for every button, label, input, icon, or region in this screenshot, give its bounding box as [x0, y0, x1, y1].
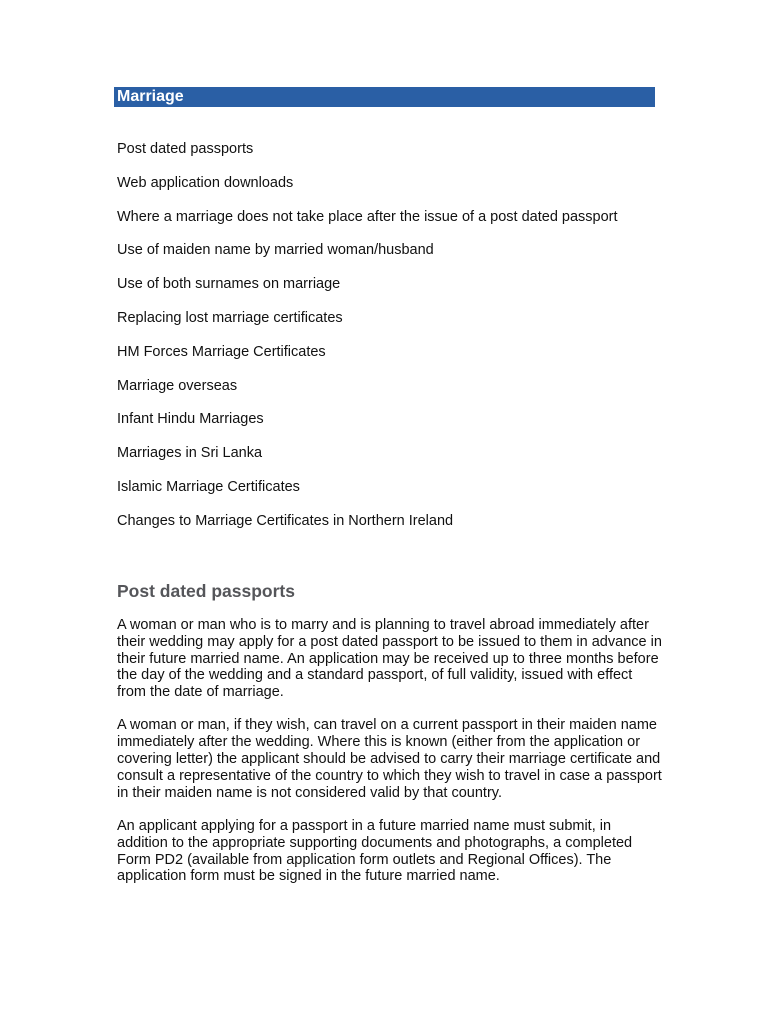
toc-item-marriage-not-taking-place[interactable]: Where a marriage does not take place after the issue of a post dated passport [117, 208, 618, 225]
article-body [117, 617, 662, 902]
toc-item-maiden-name[interactable]: Use of maiden name by married woman/husband [117, 242, 434, 259]
toc-item-lost-certificates[interactable]: Replacing lost marriage certificates [117, 309, 343, 326]
article-paragraph: A woman or man who is to marry and is planning to travel abroad immediately after their wedding may apply for a post dated passport to be issued to them in advance in their future married name. An application may be received up to three months before the day of the wedding and a standard passport, of full validity, issued with effect from the date of marriage. [117, 617, 662, 701]
toc-item-infant-hindu[interactable]: Infant Hindu Marriages [117, 411, 264, 428]
toc-item-both-surnames[interactable]: Use of both surnames on marriage [117, 276, 341, 293]
toc-item-islamic-certificates[interactable]: Islamic Marriage Certificates [117, 478, 300, 495]
table-of-contents [117, 140, 618, 546]
toc-item-post-dated-passports[interactable]: Post dated passports [117, 141, 254, 157]
article-paragraph: A woman or man, if they wish, can travel on a current passport in their maiden name immediately after the wedding. Where this is known (either from the application or covering letter) the applicant should be advised to carry their marriage certificate and consult a representative of the country to which they wish to travel in case a passport in their maiden name is not considered valid by that country. [117, 717, 662, 801]
toc-item-marriage-overseas[interactable]: Marriage overseas [117, 377, 238, 394]
section-header-bar [114, 87, 655, 107]
toc-item-northern-ireland[interactable]: Changes to Marriage Certificates in Northern Ireland [117, 512, 454, 529]
article-heading: Post dated passports [117, 581, 295, 601]
article-paragraph: An applicant applying for a passport in a future married name must submit, in addition to the appropriate supporting documents and photographs, a completed Form PD2 (available from application form outlets and Regional Offices). The application form must be signed in the future married name. [117, 817, 633, 885]
toc-item-web-application-downloads[interactable]: Web application downloads [117, 174, 294, 191]
toc-item-sri-lanka[interactable]: Marriages in Sri Lanka [117, 445, 263, 462]
toc-item-hm-forces[interactable]: HM Forces Marriage Certificates [117, 343, 326, 360]
section-title: Marriage [117, 88, 184, 105]
